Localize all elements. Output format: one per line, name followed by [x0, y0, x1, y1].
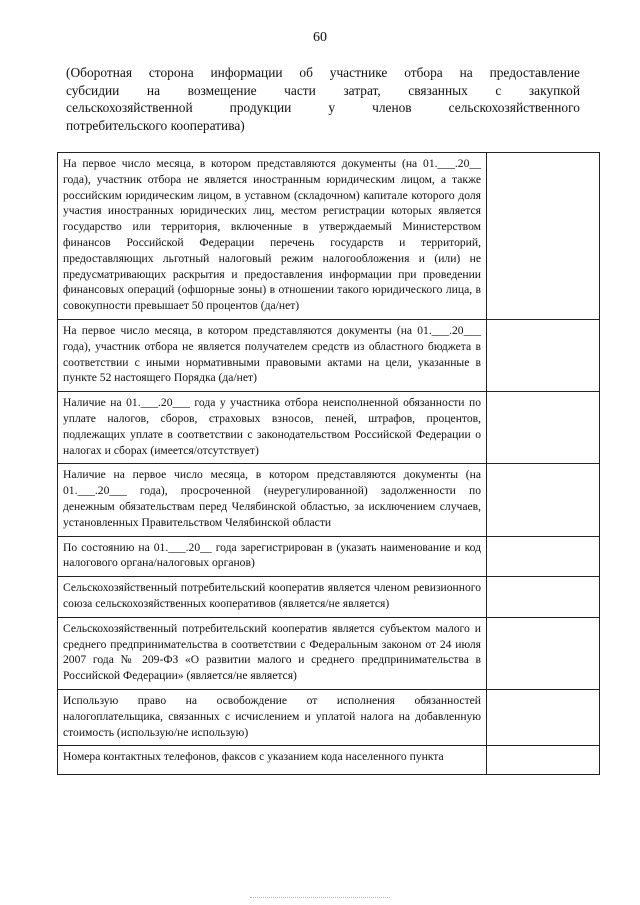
heading-line: (Оборотная сторона информации об участнике отбора на предоставление — [66, 65, 580, 80]
answer-cell[interactable] — [487, 536, 600, 577]
answer-cell[interactable] — [487, 319, 600, 391]
table-row — [58, 689, 600, 745]
table-row — [58, 153, 600, 320]
budget-recipient-criterion: На первое число месяца, в котором представляются документы (на 01.___.20___ года), участник отбора не является получателем средств из областного бюджета в соответствии с иными нормативными правовыми актами на цели, указанные в пункте 52 настоящего Порядка (да/нет) — [58, 319, 487, 391]
tax-registration-criterion: По состоянию на 01.___.20__ года зарегистрирован в (указать наименование и код налогового органа/налоговых органов) — [58, 536, 487, 577]
answer-field[interactable] — [492, 395, 594, 415]
audit-union-membership-criterion: Сельскохозяйственный потребительский кооператив является членом ревизионного союза сельскохозяйственных кооперативов (является/не является) — [58, 577, 487, 618]
answer-cell[interactable] — [487, 464, 600, 536]
answer-cell[interactable] — [487, 617, 600, 689]
answer-cell[interactable] — [487, 153, 600, 320]
participant-info-table — [57, 152, 600, 775]
answer-field[interactable] — [492, 621, 594, 641]
scan-artifact — [250, 897, 390, 899]
foreign-entity-criterion: На первое число месяца, в котором представляются документы (на 01.___.20__ года), участник отбора не является иностранным юридическим лицом, а также российским юридическим лицом, в уставном (складочном) капитале которого доля участия иностранных юридических лиц, местом регистрации которых является государство или территория, включенные в утверждаемый Министерством финансов Российской Федерации перечень государств и территорий, предоставляющих льготный налоговый режим налогообложения и (или) не предусматривающих раскрытия и предоставления информации при проведении финансовых операций (офшорные зоны) в отношении такого юридического лица, в совокупности превышает 50 процентов (да/нет) — [58, 153, 487, 320]
contact-phones-criterion: Номера контактных телефонов, факсов с указанием кода населенного пункта — [58, 746, 487, 775]
answer-field[interactable] — [492, 749, 594, 769]
table-row — [58, 577, 600, 618]
document-heading — [66, 64, 580, 134]
heading-line: субсидии на возмещение части затрат, связанных с закупкой — [66, 82, 580, 98]
table-row — [58, 464, 600, 536]
answer-cell[interactable] — [487, 392, 600, 464]
answer-field[interactable] — [492, 156, 594, 176]
answer-field[interactable] — [492, 467, 594, 487]
answer-cell[interactable] — [487, 746, 600, 775]
table-row — [58, 746, 600, 775]
table-row — [58, 536, 600, 577]
heading-line: сельскохозяйственной продукции у членов сельскохозяйственного — [66, 100, 580, 115]
page-number: 60 — [313, 30, 327, 45]
overdue-debt-criterion: Наличие на первое число месяца, в котором представляются документы (на 01.___.20___ года), просроченной (неурегулированной) задолженности по денежным обязательствам перед Челябинской областью, за исключением случаев, установленных Правительством Челябинской области — [58, 464, 487, 536]
answer-field[interactable] — [492, 323, 594, 343]
tax-debt-criterion: Наличие на 01.___.20___ года у участника отбора неисполненной обязанности по уплате налогов, сборов, страховых взносов, пеней, штрафов, процентов, подлежащих уплате в соответствии с законодательством Российской Федерации о налогах и сборах (имеется/отсутствует) — [58, 392, 487, 464]
answer-field[interactable] — [492, 693, 594, 713]
vat-exemption-criterion: Использую право на освобождение от исполнения обязанностей налогоплательщика, связанных с исчислением и уплатой налога на добавленную стоимость (использую/не использую) — [58, 689, 487, 745]
table-row — [58, 319, 600, 391]
table-row — [58, 392, 600, 464]
answer-field[interactable] — [492, 580, 594, 600]
answer-cell[interactable] — [487, 689, 600, 745]
answer-cell[interactable] — [487, 577, 600, 618]
answer-field[interactable] — [492, 540, 594, 560]
heading-line: потребительского кооператива) — [66, 117, 245, 133]
small-business-criterion: Сельскохозяйственный потребительский кооператив является субъектом малого и среднего предпринимательства в соответствии с Федеральным законом от 24 июля 2007 года № 209-ФЗ «О развитии малого и среднего предпринимательства в Российской Федерации» (является/не является) — [58, 617, 487, 689]
table-row — [58, 617, 600, 689]
